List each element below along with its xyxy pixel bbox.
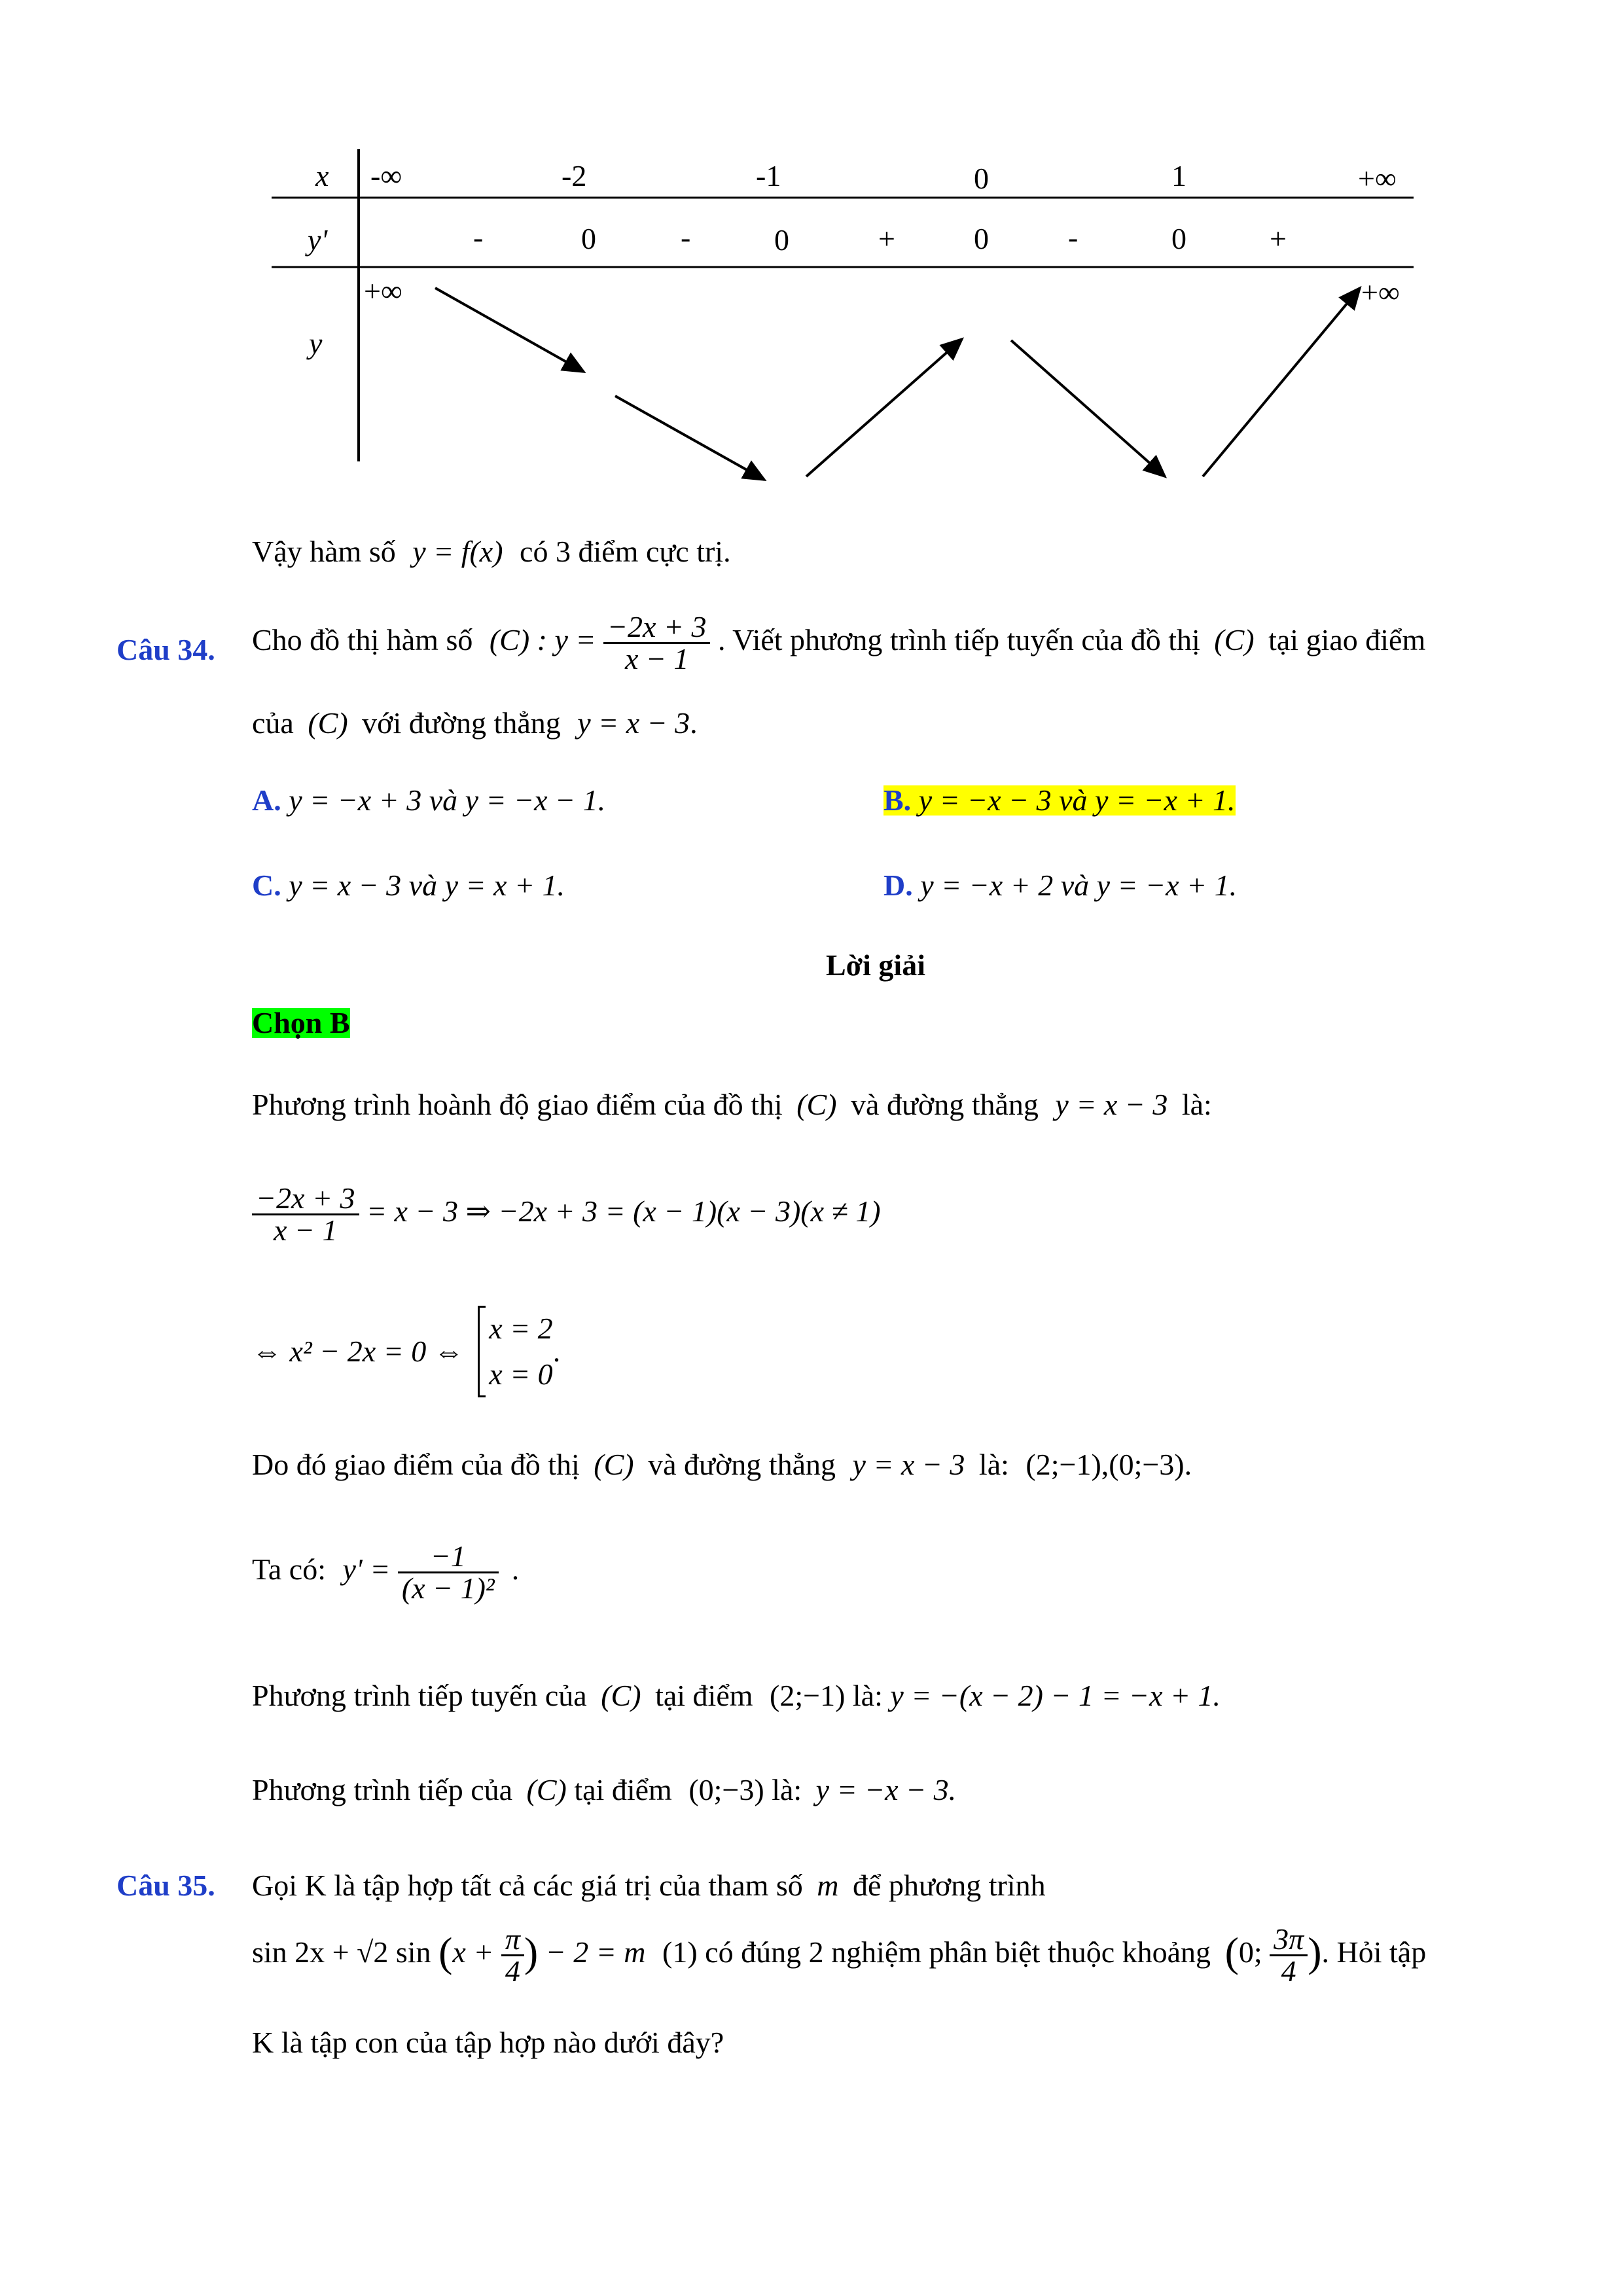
sol-line4-c: là:: [772, 1773, 802, 1806]
q34-text-1: Cho đồ thị hàm số: [252, 623, 473, 657]
table-x-value: -2: [562, 159, 587, 192]
table-yp-zero: 0: [974, 222, 989, 255]
answer-d[interactable]: [883, 870, 1237, 901]
q34-curve-c: (C): [1214, 623, 1255, 657]
sol-eq2-left: ⇔ x² − 2x = 0 ⇔: [252, 1335, 464, 1368]
table-x-value: -1: [756, 159, 781, 192]
q35-pi-den: 4: [501, 1954, 524, 1986]
q34-line-eq: y = x − 3: [577, 706, 690, 740]
sol-line3-point: (2;−1): [770, 1679, 846, 1712]
sol-line1-eq: y = x − 3: [1055, 1088, 1168, 1121]
answer-c-label: C.: [252, 869, 281, 902]
table-yp-zero: 0: [1171, 222, 1186, 255]
q35-eq-b: − 2 = m: [545, 1935, 646, 1969]
arrow-down-3: [1011, 340, 1165, 476]
question-34-line-1: [252, 612, 1425, 674]
sol-eq1-num: −2x + 3: [256, 1181, 355, 1215]
table-yp-sign: +: [878, 222, 895, 255]
arrow-down-1: [435, 288, 584, 372]
sol-line3-eq: y = −(x − 2) − 1 = −x + 1.: [890, 1679, 1221, 1712]
sol-line3-c: là:: [852, 1679, 883, 1712]
q34-text-3: tại giao điểm: [1268, 623, 1426, 657]
table-y-value: +∞: [1361, 276, 1400, 309]
q35-text-5: K là tập con của tập hợp nào dưới đây?: [252, 2026, 724, 2059]
sol-eq1-den: x − 1: [252, 1213, 359, 1246]
solution-derivative: Ta có: y' = $\frac{-1}{\text{(x − 1)²}}$ .: [252, 1539, 520, 1605]
q35-text-3: (1) có đúng 2 nghiệm phân biệt thuộc khoảng: [662, 1935, 1211, 1969]
q34-curve: (C) : y =: [489, 623, 596, 657]
table-yp-sign: -: [681, 221, 691, 254]
sol-deriv-lhs: y' =: [342, 1552, 391, 1587]
question-34-line-2: của (C) với đường thẳng y = x − 3.: [252, 706, 698, 740]
sol-eq2-system: [478, 1306, 552, 1397]
solution-title: Lời giải: [826, 948, 925, 982]
table-x-value: -∞: [370, 159, 402, 192]
conclusion-formula: y = f(x): [412, 535, 503, 568]
variation-table-lines: [0, 0, 1623, 524]
solution-equation-1: [252, 1183, 881, 1246]
answer-a-text: y = −x + 3 và y = −x − 1.: [289, 783, 606, 817]
q35-eq-a: sin 2x + √2 sin: [252, 1935, 431, 1969]
sol-line4-point: (0;−3): [688, 1773, 764, 1806]
q34-frac-num: −2x + 3: [607, 610, 707, 643]
sol-eq2-root-1: x = 2: [489, 1312, 553, 1345]
table-y-value: +∞: [364, 274, 402, 308]
sol-line2-points: (2;−1),(0;−3).: [1026, 1448, 1192, 1481]
conclusion-prefix: Vậy hàm số: [252, 535, 396, 568]
answer-b[interactable]: [883, 785, 1236, 816]
table-x-value: 1: [1171, 159, 1186, 192]
solution-equation-2: ⇔ x² − 2x = 0 ⇔ x = 2 x = 0 .: [252, 1306, 560, 1397]
sol-line3-a: Phương trình tiếp tuyến của: [252, 1679, 587, 1712]
sol-deriv-den: (x − 1)²: [398, 1571, 499, 1604]
answer-c[interactable]: [252, 870, 565, 901]
q35-pi-fraction: [501, 1924, 524, 1986]
sol-line4-curve: (C): [526, 1773, 567, 1806]
sol-line4-eq: y = −x − 3.: [815, 1773, 957, 1806]
answer-b-label: B.: [883, 783, 912, 817]
sol-line1-a: Phương trình hoành độ giao điểm của đồ thị: [252, 1088, 783, 1121]
sol-line4-b: tại điểm: [574, 1773, 672, 1806]
solution-line-3: [252, 1681, 1221, 1711]
table-x-value: +∞: [1358, 162, 1397, 195]
question-35-label: Câu 35.: [116, 1869, 215, 1902]
q35-interval-a: 0;: [1238, 1935, 1262, 1969]
q35-eq-inner: x +: [452, 1935, 494, 1969]
sol-line2-b: và đường thẳng: [648, 1448, 836, 1481]
sol-line1-b: và đường thẳng: [851, 1088, 1039, 1121]
q34-curve-c-2: (C): [308, 706, 348, 740]
question-35-line-1: [252, 1871, 1046, 1901]
conclusion-suffix: có 3 điểm cực trị.: [520, 535, 731, 568]
table-yp-sign: -: [473, 221, 484, 254]
table-x-label: x: [315, 159, 329, 192]
sol-eq1-rest: = x − 3 ⇒ −2x + 3 = (x − 1)(x − 3)(x ≠ 1): [366, 1194, 881, 1229]
sol-deriv-num: −1: [430, 1539, 466, 1573]
table-yp-zero: 0: [774, 223, 789, 257]
q34-text-5: với đường thẳng: [362, 706, 561, 740]
question-35-line-3: [252, 2028, 724, 2058]
sol-eq1-fraction: [252, 1183, 359, 1246]
q35-text-2: để phương trình: [853, 1869, 1046, 1902]
sol-line3-curve: (C): [601, 1679, 641, 1712]
table-yp-label: y': [308, 223, 328, 257]
arrow-up-2: [1203, 288, 1360, 476]
answer-d-label: D.: [883, 869, 913, 902]
sol-line4-a: Phương trình tiếp của: [252, 1773, 513, 1806]
q34-fraction: [603, 612, 711, 674]
q35-int-num: 3π: [1274, 1922, 1304, 1956]
sol-eq2-root-2: x = 0: [489, 1357, 553, 1391]
arrow-down-2: [615, 396, 764, 480]
answer-b-text: y = −x − 3 và y = −x + 1.: [918, 783, 1236, 817]
sol-line2-a: Do đó giao điểm của đồ thị: [252, 1448, 580, 1481]
solution-line-2: [252, 1450, 1192, 1480]
table-yp-sign: +: [1270, 222, 1287, 255]
sol-line1-c: là:: [1181, 1088, 1212, 1121]
q35-text-4: . Hỏi tập: [1321, 1935, 1427, 1969]
sol-deriv-fraction: [398, 1541, 499, 1604]
q34-text-2: . Viết phương trình tiếp tuyến của đồ thị: [717, 623, 1200, 657]
sol-line2-curve: (C): [594, 1448, 634, 1481]
answer-a[interactable]: [252, 785, 605, 816]
q35-int-den: 4: [1270, 1954, 1308, 1986]
answer-a-label: A.: [252, 783, 281, 817]
solution-line-4: [252, 1775, 956, 1805]
q35-pi-num: π: [505, 1922, 520, 1956]
sol-line1-curve: (C): [796, 1088, 837, 1121]
q35-param: m: [817, 1869, 839, 1902]
arrow-up-1: [806, 339, 962, 476]
q35-text-1: Gọi K là tập hợp tất cả các giá trị của tham số: [252, 1869, 803, 1902]
sol-line2-eq: y = x − 3: [852, 1448, 965, 1481]
q35-interval-fraction: [1270, 1924, 1308, 1986]
table-yp-sign: -: [1068, 221, 1079, 254]
solution-line-1: [252, 1090, 1212, 1120]
sol-line2-c: là:: [978, 1448, 1009, 1481]
q34-text-4: của: [252, 706, 294, 740]
sol-deriv-prefix: Ta có:: [252, 1552, 327, 1587]
conclusion-line: [252, 537, 731, 567]
question-35-line-2: sin 2x + √2 sin (x + $\frac{\pi}{4}$ ) − 2 = m (1) có đúng 2 nghiệm phân biệt thuộc khoảng (0; $\frac{3\pi}{4}$ ). Hỏi tập: [252, 1922, 1427, 1988]
q34-frac-den: x − 1: [603, 642, 711, 674]
table-yp-zero: 0: [581, 222, 596, 255]
sol-line3-b: tại điểm: [655, 1679, 753, 1712]
solution-choice: Chọn B: [252, 1006, 350, 1039]
answer-d-text: y = −x + 2 và y = −x + 1.: [920, 869, 1238, 902]
table-y-label: y: [309, 327, 323, 360]
table-x-value: 0: [974, 162, 989, 195]
answer-c-text: y = x − 3 và y = x + 1.: [289, 869, 565, 902]
question-34-label: Câu 34.: [116, 633, 215, 666]
